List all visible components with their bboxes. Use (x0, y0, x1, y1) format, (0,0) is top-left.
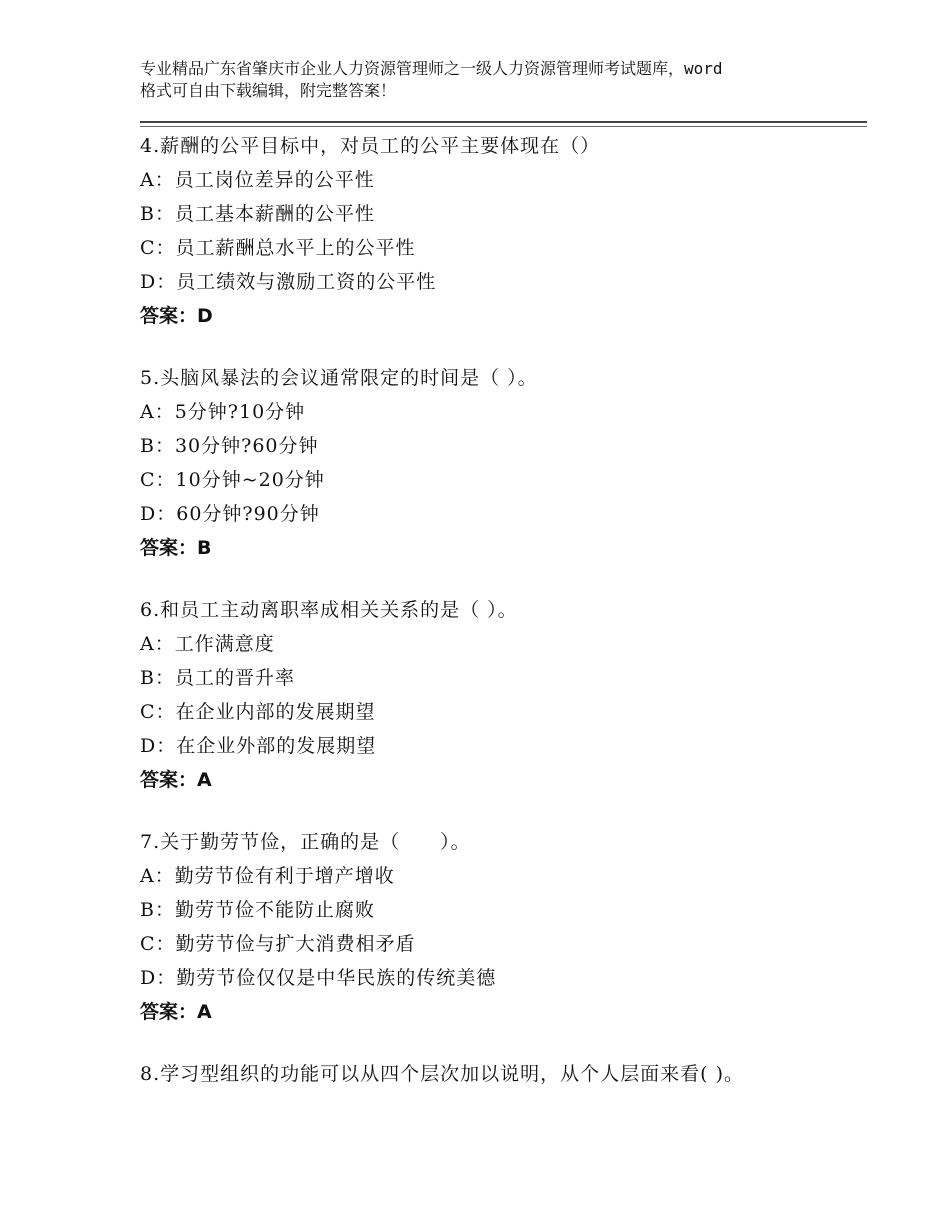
option-c: C：员工薪酬总水平上的公平性 (140, 237, 416, 259)
header-divider-thin (140, 126, 867, 127)
option-a: A：工作满意度 (140, 633, 275, 655)
question-8 (140, 1057, 867, 1091)
question-title: 7.关于勤劳节俭，正确的是（ ）。 (140, 831, 471, 853)
option-d: D：员工绩效与激励工资的公平性 (140, 271, 437, 293)
option-d: D：勤劳节俭仅仅是中华民族的传统美德 (140, 967, 497, 989)
option-b: B：30分钟?60分钟 (140, 435, 319, 457)
option-c: C：10分钟~20分钟 (140, 469, 325, 491)
option-b: B：员工的晋升率 (140, 667, 295, 689)
option-c: C：在企业内部的发展期望 (140, 701, 376, 723)
answer: 答案：A (140, 769, 212, 791)
option-d: D：60分钟?90分钟 (140, 503, 320, 525)
option-b: B：勤劳节俭不能防止腐败 (140, 899, 375, 921)
option-a: A：勤劳节俭有利于增产增收 (140, 865, 395, 887)
answer: 答案：A (140, 1001, 212, 1023)
question-title: 5.头脑风暴法的会议通常限定的时间是（ ）。 (140, 367, 538, 389)
question-list (140, 129, 867, 1119)
question-title: 6.和员工主动离职率成相关关系的是（ ）。 (140, 599, 518, 621)
option-a: A：5分钟?10分钟 (140, 401, 306, 423)
question-title: 8.学习型组织的功能可以从四个层次加以说明，从个人层面来看( )。 (140, 1063, 744, 1085)
question-5 (140, 361, 867, 565)
question-title: 4.薪酬的公平目标中，对员工的公平主要体现在（） (140, 135, 601, 157)
question-4 (140, 129, 867, 333)
option-c: C：勤劳节俭与扩大消费相矛盾 (140, 933, 416, 955)
option-a: A：员工岗位差异的公平性 (140, 169, 375, 191)
header-divider-thick (140, 121, 867, 123)
option-d: D：在企业外部的发展期望 (140, 735, 377, 757)
question-7 (140, 825, 867, 1029)
option-b: B：员工基本薪酬的公平性 (140, 203, 375, 225)
question-6 (140, 593, 867, 797)
answer: 答案：D (140, 305, 213, 327)
header-line-1: 专业精品广东省肇庆市企业人力资源管理师之一级人力资源管理师考试题库，word (140, 59, 723, 78)
answer: 答案：B (140, 537, 212, 559)
document-header (140, 58, 840, 102)
header-line-2: 格式可自由下载编辑，附完整答案！ (140, 81, 397, 100)
